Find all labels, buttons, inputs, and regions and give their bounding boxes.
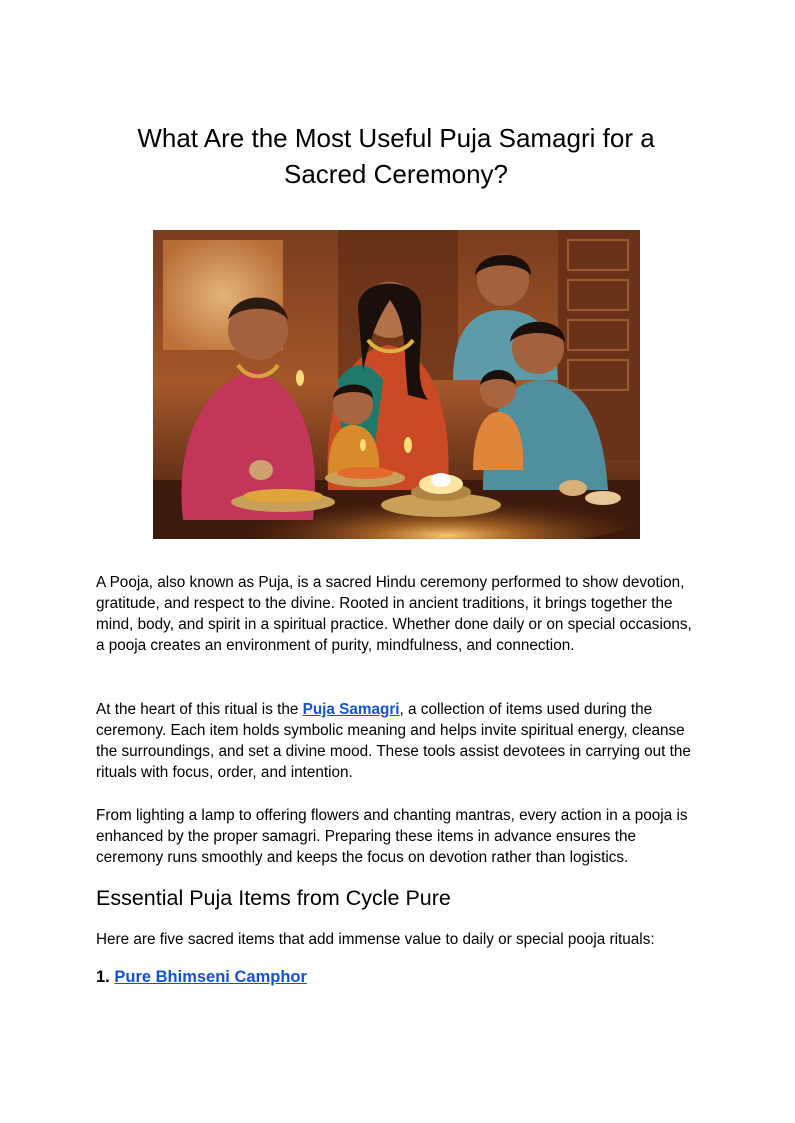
samagri-paragraph-lead: At the heart of this ritual is the bbox=[96, 701, 303, 718]
section-intro: Here are five sacred items that add immense value to daily or special pooja rituals: bbox=[96, 931, 655, 948]
section-heading: Essential Puja Items from Cycle Pure bbox=[96, 886, 451, 910]
list-item-number: 1. bbox=[96, 968, 110, 986]
list-item bbox=[96, 966, 307, 988]
samagri-paragraph bbox=[96, 699, 702, 783]
hero-image bbox=[153, 230, 640, 539]
pooja-family-illustration bbox=[153, 230, 640, 539]
bhimseni-camphor-link[interactable]: Pure Bhimseni Camphor bbox=[114, 968, 307, 986]
page-title: What Are the Most Useful Puja Samagri for a Sacred Ceremony? bbox=[137, 123, 655, 189]
preparation-paragraph: From lighting a lamp to offering flowers and chanting mantras, every action in a pooja is enhanced by the proper samagri. Preparing these items in advance ensures the ceremony runs smoothly and keeps the focus on devotion rather than logistics. bbox=[96, 807, 688, 866]
puja-samagri-link[interactable]: Puja Samagri bbox=[302, 701, 400, 718]
intro-paragraph: A Pooja, also known as Puja, is a sacred Hindu ceremony performed to show devotion, gratitude, and respect to the divine. Rooted in ancient traditions, it brings together the mind, body, and spirit in a spiritual practice. Whether done daily or on special occasions, a pooja creates an environment of purity, mindfulness, and connection. bbox=[96, 574, 692, 654]
samagri-paragraph-rest: , a collection of items used during the ceremony. Each item holds symbolic meaning and helps invite spiritual energy, cleanse the surroundings, and set a divine mood. These tools assist devotees in carrying out the rituals with focus, order, and intention. bbox=[96, 701, 691, 781]
